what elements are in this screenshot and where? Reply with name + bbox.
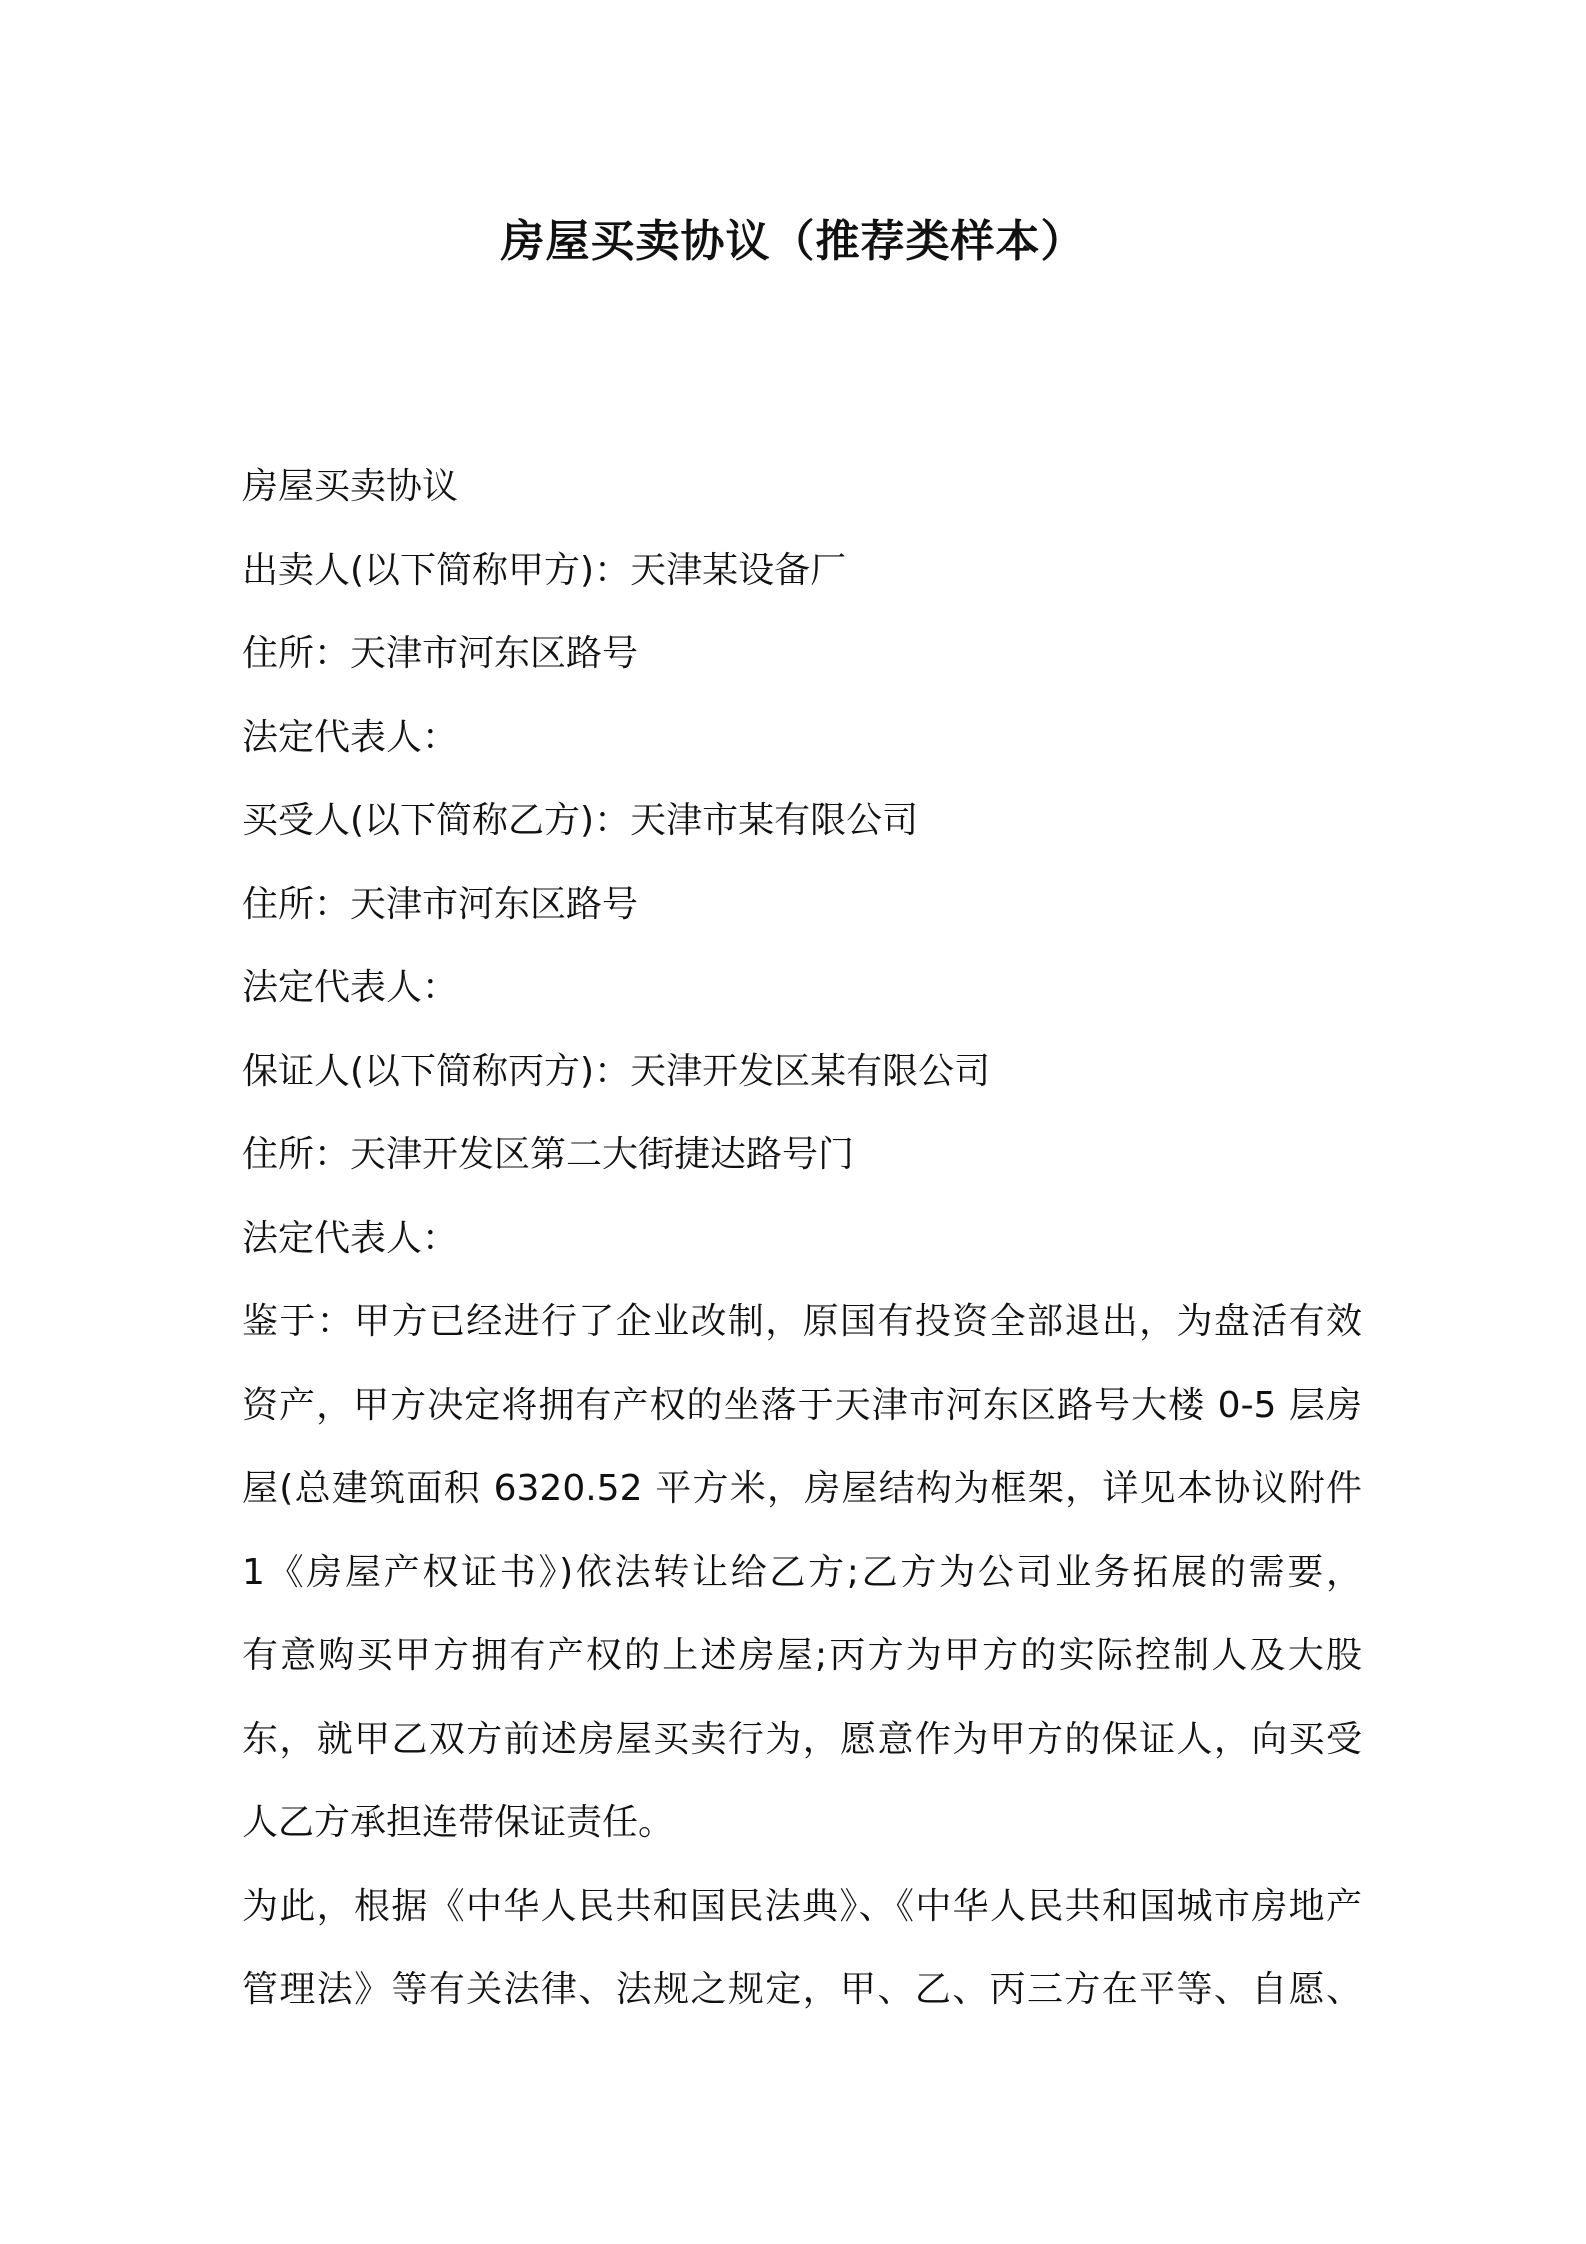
seller-line: 出卖人(以下简称甲方)：天津某设备厂 [242,549,847,591]
recital-line: 有意购买甲方拥有产权的上述房屋;丙方为甲方的实际控制人及大股 [242,1635,1362,1676]
recital-line: 资产，甲方决定将拥有产权的坐落于天津市河东区路号大楼 0-5 层房 [242,1384,1362,1426]
buyer-representative-line: 法定代表人： [242,967,459,1008]
recital-line: 1《房屋产权证书》)依法转让给乙方;乙方为公司业务拓展的需要， [242,1551,1362,1593]
guarantor-line: 保证人(以下简称丙方)：天津开发区某有限公司 [242,1050,991,1092]
recital-line: 鉴于：甲方已经进行了企业改制，原国有投资全部退出，为盘活有效 [242,1301,1362,1342]
recital-line: 人乙方承担连带保证责任。 [242,1802,675,1843]
seller-representative-line: 法定代表人： [242,716,459,758]
agreement-heading: 房屋买卖协议 [242,466,459,507]
legal-basis-line: 管理法》等有关法律、法规之规定，甲、乙、丙三方在平等、自愿、 [242,1969,1362,2010]
recital-line: 屋(总建筑面积 6320.52 平方米，房屋结构为框架，详见本协议附件 [242,1468,1362,1509]
document-body [242,445,1362,2032]
guarantor-address-line: 住所：天津开发区第二大街捷达路号门 [242,1134,855,1175]
buyer-address-line: 住所：天津市河东区路号 [242,883,639,925]
legal-basis-line: 为此，根据《中华人民共和国民法典》、《中华人民共和国城市房地产 [242,1885,1362,1927]
recital-line: 东，就甲乙双方前述房屋买卖行为，愿意作为甲方的保证人，向买受 [242,1718,1362,1760]
document-title: 房屋买卖协议（推荐类样本） [500,216,1086,267]
buyer-line: 买受人(以下简称乙方)：天津市某有限公司 [242,800,919,841]
guarantor-representative-line: 法定代表人： [242,1217,459,1259]
seller-address-line: 住所：天津市河东区路号 [242,633,639,674]
